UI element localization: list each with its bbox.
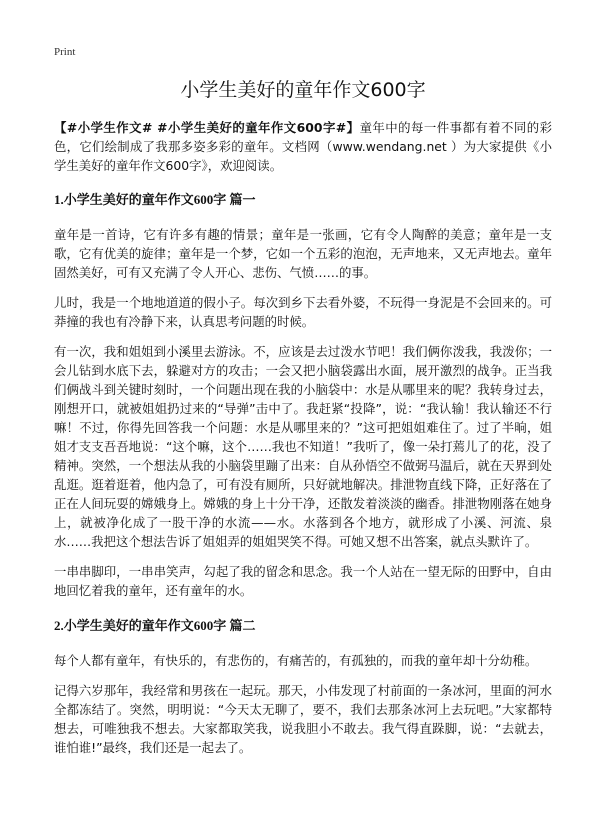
intro-paragraph (54, 118, 552, 175)
section2-paragraph: 每个人都有童年，有快乐的，有悲伤的，有痛苦的，有孤独的，而我的童年却十分幼稚。 (54, 653, 538, 668)
section2-paragraph: 记得六岁那年，我经常和男孩在一起玩。那天，小伟发现了村前面的一条冰河，里面的河水全都冻结了。突然，明明说：“今天太无聊了，要不，我们去那条冰河上去玩吧。”大家都特想去，可唯独我不想去。大家都取笑我，说我胆小不敢去。我气得直跺脚，说：“去就去，谁怕谁!”最终，我们还是一起去了。 (54, 683, 552, 755)
section-heading-2: 2.小学生美好的童年作文600字 篇二 (54, 618, 256, 633)
document-body (54, 78, 552, 768)
section-heading-1: 1.小学生美好的童年作文600字 篇一 (54, 192, 256, 207)
section1-paragraph: 一串串脚印，一串串笑声，勾起了我的留念和思念。我一个人站在一望无际的田野中，自由地回忆着我的童年，还有童年的水。 (54, 564, 552, 598)
print-link[interactable]: Print (54, 46, 76, 58)
intro-tags: 【#小学生作文# #小学生美好的童年作文600字#】 (54, 120, 360, 135)
section1-paragraph: 有一次，我和姐姐到小溪里去游泳。不，应该是去过泼水节吧！我们俩你泼我，我泼你；一会儿钻到水底下去，躲避对方的攻击；一会又把小脑袋露出水面，展开激烈的战争。正当我们俩战斗到关键时刻时，一个问题出现在我的小脑袋中：水是从哪里来的呢？我转身过去，刚想开口，就被姐姐扔过来的“导弹”击中了。我赶紧“投降”，说：“我认输！我认输还不行嘛！不过，你得先回答我一个问题：水是从哪里来的？”这可把姐姐难住了。过了半晌，姐姐才支支吾吾地说：“这个嘛，这个……我也不知道！”我听了，像一朵打蔫儿了的花，没了精神。突然，一个想法从我的小脑袋里蹦了出来：自从孙悟空不做弼马温后，就在天界到处乱逛。逛着逛着，他内急了，可有没有厕所，只好就地解决。排泄物直线下降，正好落在了正在人间玩耍的嫦娥身上。嫦娥的身上十分干净，还散发着淡淡的幽香。排泄物刚落在她身上，就被净化成了一股干净的水流——水。水落到各个地方，就形成了小溪、河流、泉水……我把这个想法告诉了姐姐弄的姐姐哭笑不得。可她又想不出答案，就点头默许了。 (54, 344, 552, 549)
section1-paragraph: 童年是一首诗，它有许多有趣的情景；童年是一张画，它有令人陶醉的美意；童年是一支歌，它有优美的旋律；童年是一个梦，它如一个五彩的泡泡，无声地来，又无声地去。童年固然美好，可有又充满了令人开心、悲伤、气愤……的事。 (54, 227, 552, 280)
section1-paragraph: 儿时，我是一个地地道道的假小子。每次到乡下去看外婆，不玩得一身泥是不会回来的。可莽撞的我也有冷静下来，认真思考问题的时候。 (54, 295, 552, 329)
page-title: 小学生美好的童年作文600字 (180, 79, 426, 101)
intro-text: 童年中的每一件事都有着不同的彩色，它们绘制成了我那多姿多彩的童年。文档网（www.wendang.net ）为大家提供《小学生美好的童年作文600字》，欢迎阅读。 (54, 120, 553, 173)
